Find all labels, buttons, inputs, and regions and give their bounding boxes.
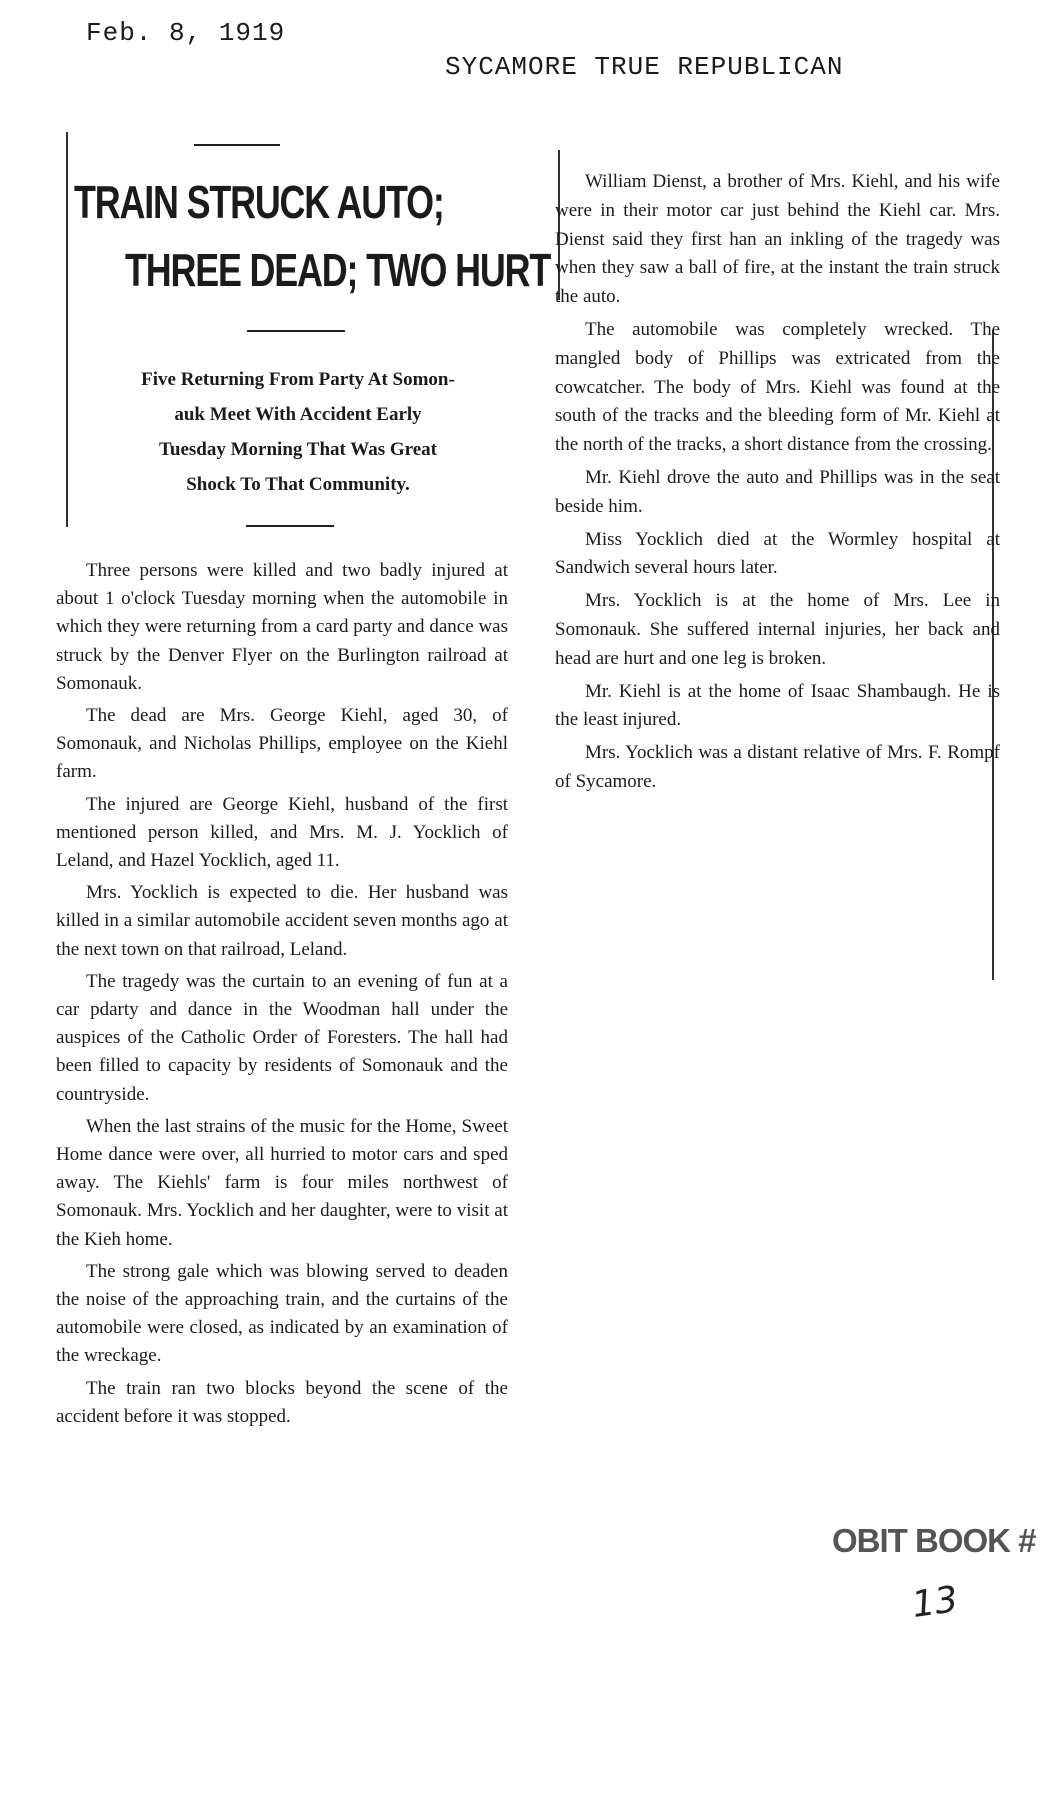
paragraph: Mr. Kiehl is at the home of Isaac Shambaugh. He is the least injured. (555, 680, 1000, 731)
headline-line-2: THREE DEAD; TWO HURT (125, 244, 551, 296)
publication-date: Feb. 8, 1919 (86, 18, 286, 48)
subheadline (68, 362, 528, 502)
paragraph: Three persons were killed and two badly injured at about 1 o'clock Tuesday morning when the automobile in which they were returning from a card party and dance was struck by the Denver Flyer on the Burlington railroad at Somonauk. (56, 560, 508, 694)
paragraph: Miss Yocklich died at the Wormley hospital at Sandwich several hours later. (555, 528, 1000, 579)
paragraph: The strong gale which was blowing served to deaden the noise of the approaching train, and the curtains of the automobile were closed, as indicated by an examination of the wreckage. (56, 1260, 508, 1367)
paragraph: The train ran two blocks beyond the scene of the accident before it was stopped. (56, 1377, 508, 1427)
subhead-line: auk Meet With Accident Early (174, 404, 422, 425)
paragraph: Mrs. Yocklich is at the home of Mrs. Lee in Somonauk. She suffered internal injuries, her back and head are hurt and one leg is broken. (555, 590, 1000, 669)
paragraph: The automobile was completely wrecked. The mangled body of Phillips was extricated from the cowcatcher. The body of Mrs. Kiehl was found at the south of the tracks and the bleeding form of Mr. Kiehl at the north of the tracks, a short distance from the crossing. (555, 318, 1000, 456)
paragraph: Mrs. Yocklich was a distant relative of Mrs. F. Rompf of Sycamore. (555, 742, 1000, 792)
paragraph: The tragedy was the curtain to an evening of fun at a car pdarty and dance in the Woodman hall under the auspices of the Catholic Order of Foresters. The hall had been filled to capacity by residents of Somonauk and the countryside. (56, 970, 508, 1105)
paragraph: Mrs. Yocklich is expected to die. Her husband was killed in a similar automobile accident seven months ago at the next town on that railroad, Leland. (56, 882, 508, 960)
paragraph: Mr. Kiehl drove the auto and Phillips was in the seat beside him. (555, 466, 1000, 517)
headline-line-1: TRAIN STRUCK AUTO; (74, 176, 444, 228)
newspaper-name: SYCAMORE TRUE REPUBLICAN (445, 52, 844, 82)
paragraph: The injured are George Kiehl, husband of the first mentioned person killed, and Mrs. M. J. Yocklich of Leland, and Hazel Yocklich, aged 11. (56, 793, 508, 872)
top-divider (194, 144, 280, 146)
paragraph: The dead are Mrs. George Kiehl, aged 30, of Somonauk, and Nicholas Phillips, employee on the Kiehl farm. (56, 705, 508, 783)
article-body-right (555, 168, 1000, 801)
subhead-line: Shock To That Community. (186, 474, 410, 495)
paragraph: William Dienst, a brother of Mrs. Kiehl, and his wife were in their motor car just behind the Kiehl car. Mrs. Dienst said they first han an inkling of the tragedy was when they saw a ball of fire, at the instant the train struck the auto. (555, 171, 1000, 308)
subhead-divider (246, 525, 334, 527)
obit-book-number: 13 (909, 1579, 961, 1626)
obit-book-stamp: OBIT BOOK # (832, 1522, 1036, 1559)
paragraph: When the last strains of the music for the Home, Sweet Home dance were over, all hurried to motor cars and sped away. The Kiehls' farm is four miles northwest of Somonauk. Mrs. Yocklich and her daughter, were to visit at the Kieh home. (56, 1115, 508, 1250)
headline-divider (247, 330, 345, 332)
subhead-line: Tuesday Morning That Was Great (158, 439, 438, 460)
article-body-left (56, 557, 508, 1435)
subhead-line: Five Returning From Party At Somon- (141, 369, 455, 390)
